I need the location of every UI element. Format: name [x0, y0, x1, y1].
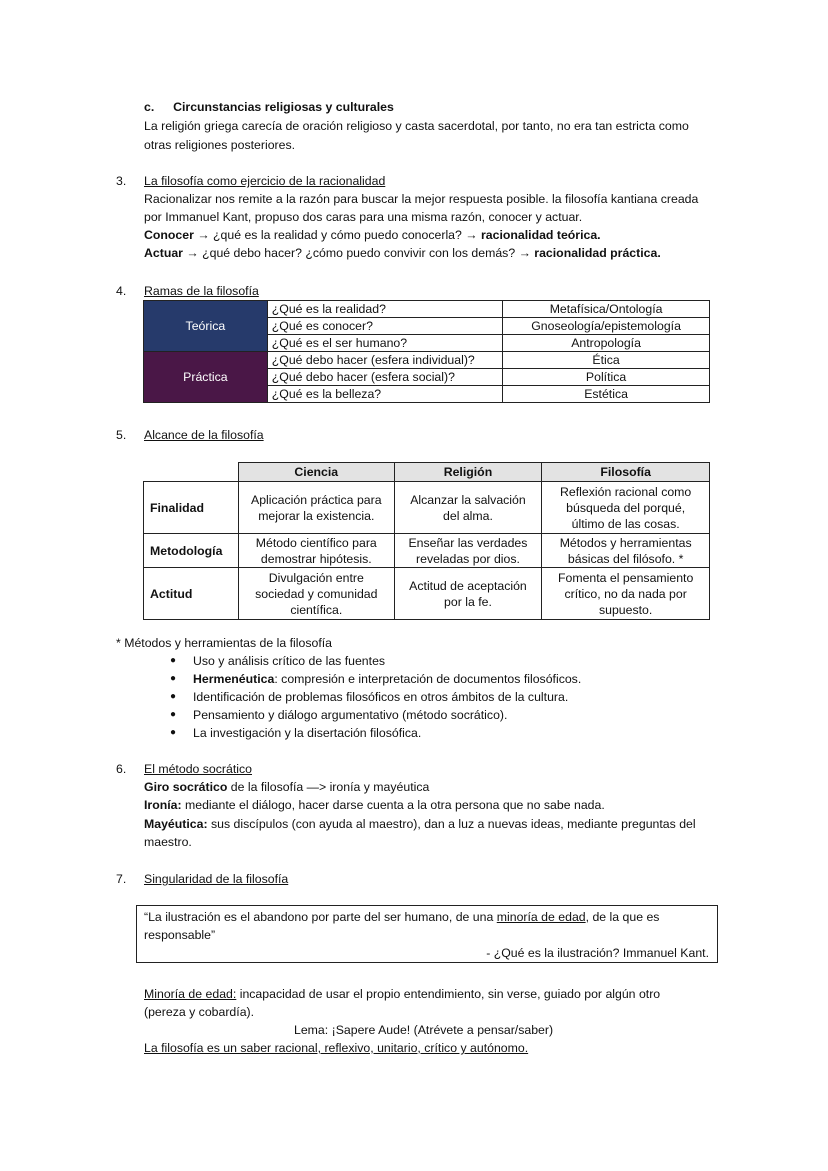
actuar-label: Actuar: [144, 246, 183, 260]
cell-line: por la fe.: [444, 594, 492, 609]
row-header-finalidad: Finalidad: [144, 482, 239, 534]
cell-line: científica.: [290, 602, 343, 617]
quote-line-1: [144, 908, 659, 926]
discipline-cell: Estética: [503, 386, 710, 403]
cell-line: supuesto.: [598, 602, 653, 617]
section-c-title: Circunstancias religiosas y culturales: [173, 100, 394, 114]
arrow-icon: →: [197, 228, 210, 242]
section-c-heading: [144, 98, 394, 116]
quote-text: “La ilustración es el abandono por parte del ser humano, de una: [144, 910, 497, 924]
bullet-icon: ●: [170, 727, 177, 738]
section-3-text-2: por Immanuel Kant, propuso dos caras para una misma razón, conocer y actuar.: [144, 210, 583, 224]
mayeutica-line-2: maestro.: [144, 835, 192, 849]
bullet-icon: ●: [170, 655, 177, 666]
header-ciencia: Ciencia: [238, 463, 394, 482]
cell-line: mejorar la existencia.: [258, 508, 375, 523]
cell-line: Fomenta el pensamiento: [557, 570, 694, 585]
question-cell: ¿Qué debo hacer (esfera social)?: [267, 369, 502, 386]
cell-religion: [394, 568, 542, 620]
cell-line: Método científico para: [255, 535, 377, 550]
quote-source: - ¿Qué es la ilustración? Immanuel Kant.: [486, 946, 709, 960]
section-3-title: La filosofía como ejercicio de la racionalidad: [144, 174, 386, 188]
table-row: [144, 534, 710, 568]
section-6-title: El método socrático: [144, 762, 252, 776]
section-4-title: Ramas de la filosofía: [144, 284, 259, 298]
discipline-cell: Ética: [503, 352, 710, 369]
metodos-item-3: Identificación de problemas filosóficos en otros ámbitos de la cultura.: [193, 690, 569, 704]
conocer-result: racionalidad teórica.: [481, 228, 601, 242]
question-cell: ¿Qué es la realidad?: [267, 301, 502, 318]
section-5-title: Alcance de la filosofía: [144, 428, 264, 442]
minoria-label: Minoría de edad:: [144, 987, 237, 1001]
conocer-line: [144, 226, 601, 244]
kant-quote-box: [136, 905, 718, 963]
metodos-item-4: Pensamiento y diálogo argumentativo (método socrático).: [193, 708, 508, 722]
row-header-actitud: Actitud: [144, 568, 239, 620]
cell-ciencia: [238, 482, 394, 534]
cell-ciencia: [238, 534, 394, 568]
mayeutica-label: Mayéutica:: [144, 817, 208, 831]
cell-religion: [394, 534, 542, 568]
metodos-title: * Métodos y herramientas de la filosofía: [116, 636, 332, 650]
question-cell: ¿Qué es la belleza?: [267, 386, 502, 403]
bullet-icon: ●: [170, 691, 177, 702]
question-cell: ¿Qué es conocer?: [267, 318, 502, 335]
cell-line: Aplicación práctica para: [251, 492, 382, 507]
section-4-number: 4.: [116, 284, 127, 298]
cell-line: Divulgación entre: [268, 570, 364, 585]
hermeneutica-label: Hermenéutica: [193, 672, 275, 686]
discipline-cell: Gnoseología/epistemología: [503, 318, 710, 335]
section-7-title: Singularidad de la filosofía: [144, 872, 289, 886]
giro-text: de la filosofía —> ironía y mayéutica: [227, 780, 430, 794]
cell-line: reveladas por dios.: [416, 551, 520, 566]
table-header-row: [144, 463, 710, 482]
discipline-cell: Metafísica/Ontología: [503, 301, 710, 318]
section-7-number: 7.: [116, 872, 127, 886]
alcance-table: [143, 462, 710, 620]
teorica-cell: Teórica: [144, 301, 268, 352]
ramas-table: [143, 300, 710, 403]
cell-line: demostrar hipótesis.: [260, 551, 372, 566]
actuar-result: racionalidad práctica.: [534, 246, 661, 260]
cell-filosofia: [542, 534, 710, 568]
section-6-number: 6.: [116, 762, 127, 776]
section-c-text-2: otras religiones posteriores.: [144, 138, 296, 152]
cell-line: Actitud de aceptación: [409, 578, 527, 593]
table-row: [144, 352, 710, 369]
question-cell: ¿Qué debo hacer (esfera individual)?: [267, 352, 502, 369]
metodos-item-5: La investigación y la disertación filosófica.: [193, 726, 422, 740]
ironia-label: Ironía:: [144, 798, 182, 812]
empty-header: [144, 463, 239, 482]
section-c-text-1: La religión griega carecía de oración religioso y casta sacerdotal, por tanto, no era tan estricta como: [144, 119, 689, 133]
arrow-icon: →: [465, 228, 478, 242]
practica-cell: Práctica: [144, 352, 268, 403]
cell-filosofia: [542, 568, 710, 620]
quote-line-2: responsable”: [144, 928, 216, 942]
cell-line: Reflexión racional como: [560, 484, 692, 499]
cell-religion: [394, 482, 542, 534]
cell-line: sociedad y comunidad: [255, 586, 378, 601]
table-row: [144, 568, 710, 620]
header-filosofia: Filosofía: [542, 463, 710, 482]
giro-line: [144, 778, 429, 796]
discipline-cell: Antropología: [503, 335, 710, 352]
minoria-line: [144, 985, 660, 1003]
lema: Lema: ¡Sapere Aude! (Atrévete a pensar/saber): [294, 1023, 554, 1037]
header-religion: Religión: [394, 463, 542, 482]
metodos-item-1: Uso y análisis crítico de las fuentes: [193, 654, 386, 668]
actuar-question: ¿qué debo hacer? ¿cómo puedo convivir con los demás?: [198, 246, 519, 260]
cell-line: Métodos y herramientas: [559, 535, 692, 550]
quote-text: , de la que es: [585, 910, 660, 924]
giro-label: Giro socrático: [144, 780, 228, 794]
question-cell: ¿Qué es el ser humano?: [267, 335, 502, 352]
ironia-line: [144, 796, 605, 814]
bullet-icon: ●: [170, 709, 177, 720]
cell-line: Alcanzar la salvación: [410, 492, 526, 507]
cell-line: último de las cosas.: [571, 516, 680, 531]
mayeutica-text: sus discípulos (con ayuda al maestro), dan a luz a nuevas ideas, mediante preguntas del: [207, 817, 696, 831]
cell-line: Enseñar las verdades: [408, 535, 528, 550]
cell-line: crítico, no da nada por: [564, 586, 687, 601]
table-row: [144, 301, 710, 318]
final-statement: La filosofía es un saber racional, reflexivo, unitario, crítico y autónomo.: [144, 1041, 529, 1055]
section-c-label: c.: [144, 100, 155, 114]
cell-filosofia: [542, 482, 710, 534]
cell-line: búsqueda del porqué,: [566, 500, 686, 515]
minoria-line-2: (pereza y cobardía).: [144, 1005, 255, 1019]
arrow-icon: →: [518, 246, 531, 260]
discipline-cell: Política: [503, 369, 710, 386]
mayeutica-line: [144, 815, 696, 833]
hermeneutica-text: : compresión e interpretación de documentos filosóficos.: [274, 672, 582, 686]
ironia-text: mediante el diálogo, hacer darse cuenta a la otra persona que no sabe nada.: [181, 798, 605, 812]
conocer-label: Conocer: [144, 228, 194, 242]
section-5-number: 5.: [116, 428, 127, 442]
table-row: [144, 482, 710, 534]
section-3-number: 3.: [116, 174, 127, 188]
section-3-text-1: Racionalizar nos remite a la razón para buscar la mejor respuesta posible. la filosofía kantiana creada: [144, 192, 699, 206]
row-header-metodologia: Metodología: [144, 534, 239, 568]
cell-line: del alma.: [443, 508, 493, 523]
bullet-icon: ●: [170, 673, 177, 684]
minoria-text: incapacidad de usar el propio entendimiento, sin verse, guiado por algún otro: [236, 987, 661, 1001]
quote-underlined: minoría de edad: [496, 910, 586, 924]
actuar-line: [144, 244, 661, 262]
cell-ciencia: [238, 568, 394, 620]
cell-line: básicas del filósofo. *: [567, 551, 684, 566]
conocer-question: ¿qué es la realidad y cómo puedo conocerla?: [209, 228, 466, 242]
metodos-item-2: [193, 670, 581, 688]
arrow-icon: →: [186, 246, 199, 260]
